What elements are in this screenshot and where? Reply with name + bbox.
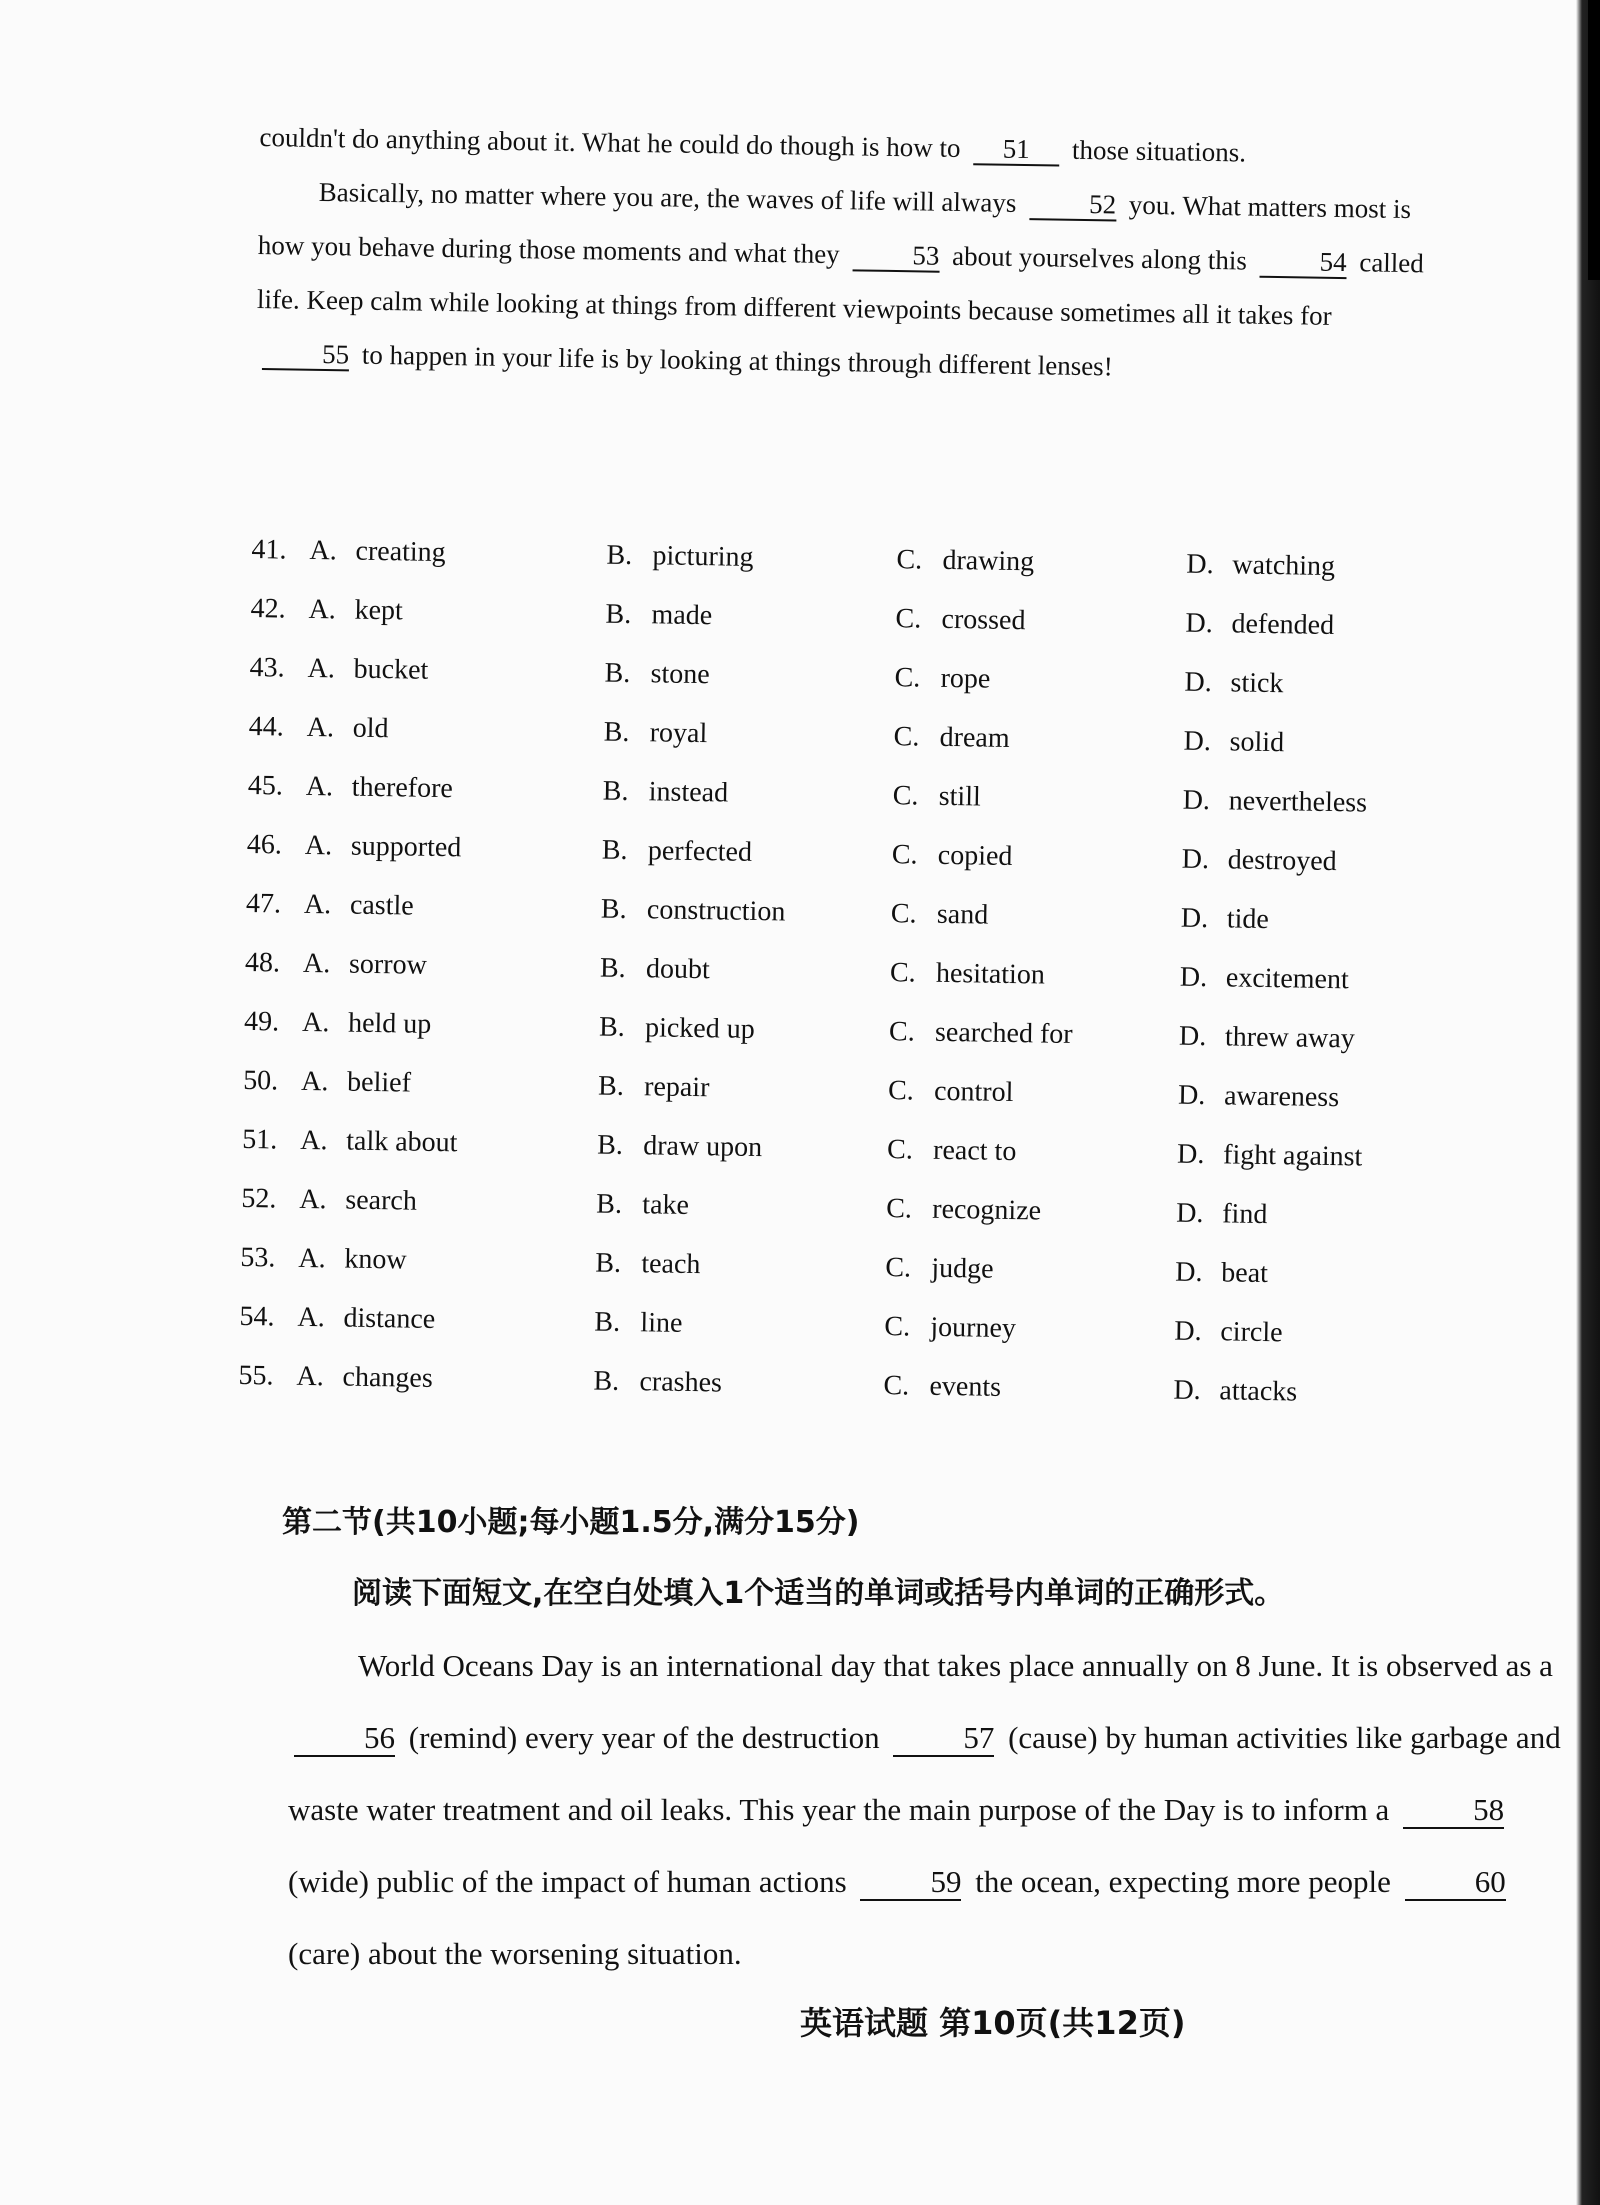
question-number: 52. xyxy=(241,1182,277,1214)
option-text: crashes xyxy=(639,1365,723,1398)
option-d xyxy=(1182,843,1472,880)
option-letter: C. xyxy=(891,838,918,870)
option-text: talk about xyxy=(346,1125,458,1158)
option-letter: C. xyxy=(890,897,917,929)
option-d xyxy=(1180,961,1470,998)
option-text: picturing xyxy=(652,539,754,573)
option-letter: C. xyxy=(885,1251,912,1283)
option-letter: D. xyxy=(1178,1020,1207,1052)
option-b xyxy=(600,952,890,989)
option-letter: B. xyxy=(601,834,628,866)
option-letter: D. xyxy=(1183,725,1212,757)
question-number: 49. xyxy=(243,1005,280,1037)
option-d xyxy=(1184,666,1474,703)
option-letter: C. xyxy=(888,1015,915,1047)
option-c xyxy=(890,957,1180,994)
option-text: threw away xyxy=(1224,1020,1356,1054)
option-d xyxy=(1176,1197,1466,1234)
option-letter: B. xyxy=(604,657,631,689)
option-a xyxy=(239,1300,594,1338)
passage-1-line-1: couldn't do anything about it. What he could do though is how to 51 those situations. xyxy=(259,121,1247,168)
option-text: searched for xyxy=(934,1016,1073,1050)
option-text: construction xyxy=(646,893,786,927)
option-letter: A. xyxy=(306,711,335,743)
option-text: teach xyxy=(641,1247,701,1280)
option-text: instead xyxy=(648,775,729,809)
option-d xyxy=(1177,1138,1467,1175)
option-text: search xyxy=(345,1184,418,1217)
option-d xyxy=(1183,725,1473,762)
option-d xyxy=(1175,1256,1465,1293)
question-number: 47. xyxy=(245,887,282,920)
scan-edge xyxy=(1576,0,1600,2205)
option-letter: A. xyxy=(307,652,336,684)
option-letter: D. xyxy=(1179,961,1208,993)
option-letter: A. xyxy=(305,770,334,802)
option-text: take xyxy=(642,1188,690,1221)
question-number: 44. xyxy=(248,710,285,743)
option-letter: B. xyxy=(606,539,633,571)
option-text: journey xyxy=(930,1311,1017,1344)
option-letter: A. xyxy=(308,593,337,625)
option-letter: B. xyxy=(599,952,626,984)
option-a xyxy=(238,1359,593,1397)
option-b xyxy=(597,1129,887,1166)
passage-1-paragraph-2: Basically, no matter where you are, the waves of life will always 52 you. What matters most is how you behave during those moments and what they 53 about yourselves along this 54 called life. Keep calm while looking at things from different viewpoints because sometimes all it takes for 55 to happen in your life is by looking at things through different lenses! xyxy=(256,176,1425,382)
option-letter: B. xyxy=(603,716,630,748)
option-letter: D. xyxy=(1186,548,1214,580)
option-b xyxy=(601,893,891,930)
option-d xyxy=(1179,1020,1469,1057)
blank-54: 54 xyxy=(1259,246,1346,279)
question-number: 55. xyxy=(238,1359,274,1391)
passage-2 xyxy=(288,1630,1588,1990)
option-text: castle xyxy=(349,889,414,922)
option-text: therefore xyxy=(351,771,454,804)
option-text: drawing xyxy=(942,544,1035,577)
question-number: 53. xyxy=(240,1241,276,1273)
option-letter: A. xyxy=(300,1124,328,1156)
option-letter: A. xyxy=(303,888,332,920)
option-text: nevertheless xyxy=(1228,784,1368,819)
option-letter: B. xyxy=(593,1364,620,1397)
option-letter: D. xyxy=(1176,1138,1205,1170)
option-letter: A. xyxy=(299,1183,327,1215)
blank-55: 55 xyxy=(262,338,349,371)
option-b xyxy=(599,1011,889,1048)
option-text: beat xyxy=(1221,1256,1269,1289)
question-number: 46. xyxy=(246,828,283,861)
option-c xyxy=(887,1134,1177,1171)
option-text: changes xyxy=(342,1361,433,1394)
question-number: 54. xyxy=(239,1300,275,1332)
option-d xyxy=(1174,1315,1464,1352)
option-text: control xyxy=(933,1075,1014,1108)
option-letter: C. xyxy=(892,779,919,812)
blank-56: 56 xyxy=(294,1721,395,1757)
option-a xyxy=(250,592,605,630)
section-2-instruction: 阅读下面短文,在空白处填入1个适当的单词或括号内单词的正确形式。 xyxy=(352,1576,1285,1611)
option-text: recognize xyxy=(932,1193,1042,1226)
option-letter: C. xyxy=(889,956,916,988)
option-text: creating xyxy=(355,535,446,568)
page-footer: 英语试题 第10页(共12页) xyxy=(800,2004,1186,2042)
option-text: dream xyxy=(939,721,1010,754)
blank-58: 58 xyxy=(1403,1793,1504,1829)
option-b xyxy=(593,1365,883,1402)
options-list xyxy=(238,520,1482,1424)
option-letter: C. xyxy=(896,543,923,576)
question-number: 43. xyxy=(249,651,285,684)
option-b xyxy=(596,1188,886,1225)
option-text: crossed xyxy=(941,603,1026,636)
option-a xyxy=(246,887,601,925)
option-text: find xyxy=(1221,1197,1268,1230)
option-letter: C. xyxy=(886,1133,914,1165)
option-letter: A. xyxy=(297,1301,325,1333)
question-number: 50. xyxy=(242,1064,279,1096)
option-d xyxy=(1186,548,1476,585)
option-text: tide xyxy=(1226,902,1270,935)
option-text: distance xyxy=(343,1302,436,1335)
option-text: rope xyxy=(940,662,991,695)
option-letter: C. xyxy=(893,720,920,753)
option-letter: D. xyxy=(1182,784,1211,816)
blank-53: 53 xyxy=(852,239,939,272)
blank-52: 52 xyxy=(1029,188,1116,221)
option-c xyxy=(894,662,1184,699)
option-letter: A. xyxy=(301,1006,330,1038)
option-letter: C. xyxy=(887,1074,915,1106)
passage-1 xyxy=(256,110,1430,398)
option-b xyxy=(594,1306,884,1343)
option-text: circle xyxy=(1220,1315,1283,1348)
option-c xyxy=(884,1311,1174,1348)
question-number: 41. xyxy=(251,533,287,566)
option-text: perfected xyxy=(647,834,753,868)
option-text: watching xyxy=(1232,548,1336,582)
option-c xyxy=(886,1193,1176,1230)
option-text: still xyxy=(938,780,982,812)
option-letter: A. xyxy=(298,1242,326,1274)
option-text: know xyxy=(344,1243,407,1276)
option-a xyxy=(248,769,603,807)
option-text: destroyed xyxy=(1227,843,1337,877)
option-letter: B. xyxy=(594,1305,621,1338)
option-text: fight against xyxy=(1222,1138,1363,1173)
option-c xyxy=(896,544,1186,581)
option-b xyxy=(605,598,895,635)
option-d xyxy=(1182,784,1472,821)
option-a xyxy=(243,1064,598,1102)
option-d xyxy=(1178,1079,1468,1116)
option-text: bucket xyxy=(353,653,429,686)
option-letter: A. xyxy=(300,1065,329,1097)
option-letter: D. xyxy=(1181,843,1210,875)
option-text: solid xyxy=(1229,725,1285,758)
option-text: awareness xyxy=(1223,1079,1340,1113)
option-text: sorrow xyxy=(348,948,428,981)
option-b xyxy=(602,834,892,871)
option-text: attacks xyxy=(1219,1374,1298,1408)
option-text: stick xyxy=(1230,666,1284,699)
blank-57: 57 xyxy=(893,1721,994,1757)
option-text: picked up xyxy=(644,1011,755,1045)
question-number: 48. xyxy=(244,946,281,978)
option-text: kept xyxy=(354,594,404,626)
option-a xyxy=(240,1241,595,1279)
option-letter: A. xyxy=(309,534,338,566)
blank-59: 59 xyxy=(860,1865,961,1901)
option-text: held up xyxy=(347,1007,432,1040)
option-text: royal xyxy=(649,716,708,749)
option-b xyxy=(598,1070,888,1107)
option-letter: C. xyxy=(884,1310,911,1342)
option-letter: B. xyxy=(596,1187,623,1220)
blank-60: 60 xyxy=(1405,1865,1506,1901)
option-text: made xyxy=(651,598,713,631)
option-letter: B. xyxy=(598,1011,626,1043)
option-b xyxy=(604,657,894,694)
option-letter: D. xyxy=(1174,1315,1202,1347)
option-letter: B. xyxy=(600,893,627,925)
option-b xyxy=(606,539,896,576)
option-letter: B. xyxy=(602,775,629,807)
option-text: copied xyxy=(937,839,1013,872)
option-letter: B. xyxy=(595,1246,622,1279)
option-text: belief xyxy=(346,1066,412,1099)
blank-51: 51 xyxy=(973,133,1059,166)
option-c xyxy=(889,1016,1179,1053)
option-letter: D. xyxy=(1180,902,1209,934)
option-letter: D. xyxy=(1173,1374,1201,1406)
option-c xyxy=(888,1075,1178,1112)
question-number: 42. xyxy=(250,592,286,625)
option-c xyxy=(895,603,1185,640)
option-letter: C. xyxy=(895,602,922,635)
option-a xyxy=(247,828,602,866)
option-text: defended xyxy=(1231,607,1335,641)
option-a xyxy=(249,710,604,748)
option-a xyxy=(249,651,604,689)
section-2-title: 第二节(共10小题;每小题1.5分,满分15分) xyxy=(282,1505,860,1540)
option-d xyxy=(1173,1374,1463,1411)
option-letter: D. xyxy=(1185,607,1213,639)
option-d xyxy=(1185,607,1475,644)
option-letter: C. xyxy=(886,1192,913,1224)
option-letter: B. xyxy=(597,1070,625,1102)
option-letter: D. xyxy=(1175,1197,1204,1229)
option-b xyxy=(595,1247,885,1284)
question-number: 51. xyxy=(242,1123,278,1155)
option-text: hesitation xyxy=(935,957,1046,991)
option-text: repair xyxy=(643,1070,710,1103)
option-a xyxy=(245,946,600,984)
option-letter: A. xyxy=(304,829,333,861)
scan-edge-mark xyxy=(1588,0,1600,280)
option-c xyxy=(891,898,1181,935)
option-text: sand xyxy=(936,898,989,931)
option-text: react to xyxy=(932,1134,1017,1167)
option-b xyxy=(603,716,893,753)
option-b xyxy=(603,775,893,812)
option-letter: B. xyxy=(605,598,632,630)
option-text: events xyxy=(929,1370,1002,1403)
option-text: draw upon xyxy=(642,1129,763,1163)
option-letter: D. xyxy=(1177,1079,1206,1111)
option-letter: A. xyxy=(302,947,331,979)
option-text: old xyxy=(352,712,389,744)
option-a xyxy=(244,1005,599,1043)
option-a xyxy=(242,1123,597,1161)
question-number: 45. xyxy=(247,769,284,802)
option-a xyxy=(241,1182,596,1220)
option-c xyxy=(892,839,1182,876)
option-text: supported xyxy=(350,830,462,863)
option-letter: D. xyxy=(1184,666,1213,698)
option-letter: C. xyxy=(894,661,921,694)
passage-2-text: World Oceans Day is an international day that takes place annually on 8 June. It is observed as a 56 (remind) every year of the destruction 57 (cause) by human activities like garbage and waste water treatment and oil leaks. This year the main purpose of the Day is to inform a 58 (wide) public of the impact of human actions 59 the ocean, expecting more people 60 (care) about the worsening situation. xyxy=(288,1648,1561,1971)
option-letter: B. xyxy=(596,1129,624,1161)
option-letter: C. xyxy=(883,1369,910,1401)
option-text: line xyxy=(640,1306,683,1339)
option-letter: A. xyxy=(296,1360,325,1392)
option-d xyxy=(1181,902,1471,939)
option-text: doubt xyxy=(645,952,711,985)
option-c xyxy=(892,780,1182,817)
option-c xyxy=(885,1252,1175,1289)
option-text: excitement xyxy=(1225,961,1349,995)
option-text: stone xyxy=(650,657,710,690)
option-a xyxy=(251,533,606,571)
option-c xyxy=(893,721,1183,758)
option-c xyxy=(883,1370,1173,1407)
option-letter: D. xyxy=(1175,1256,1203,1288)
option-text: judge xyxy=(931,1252,994,1285)
